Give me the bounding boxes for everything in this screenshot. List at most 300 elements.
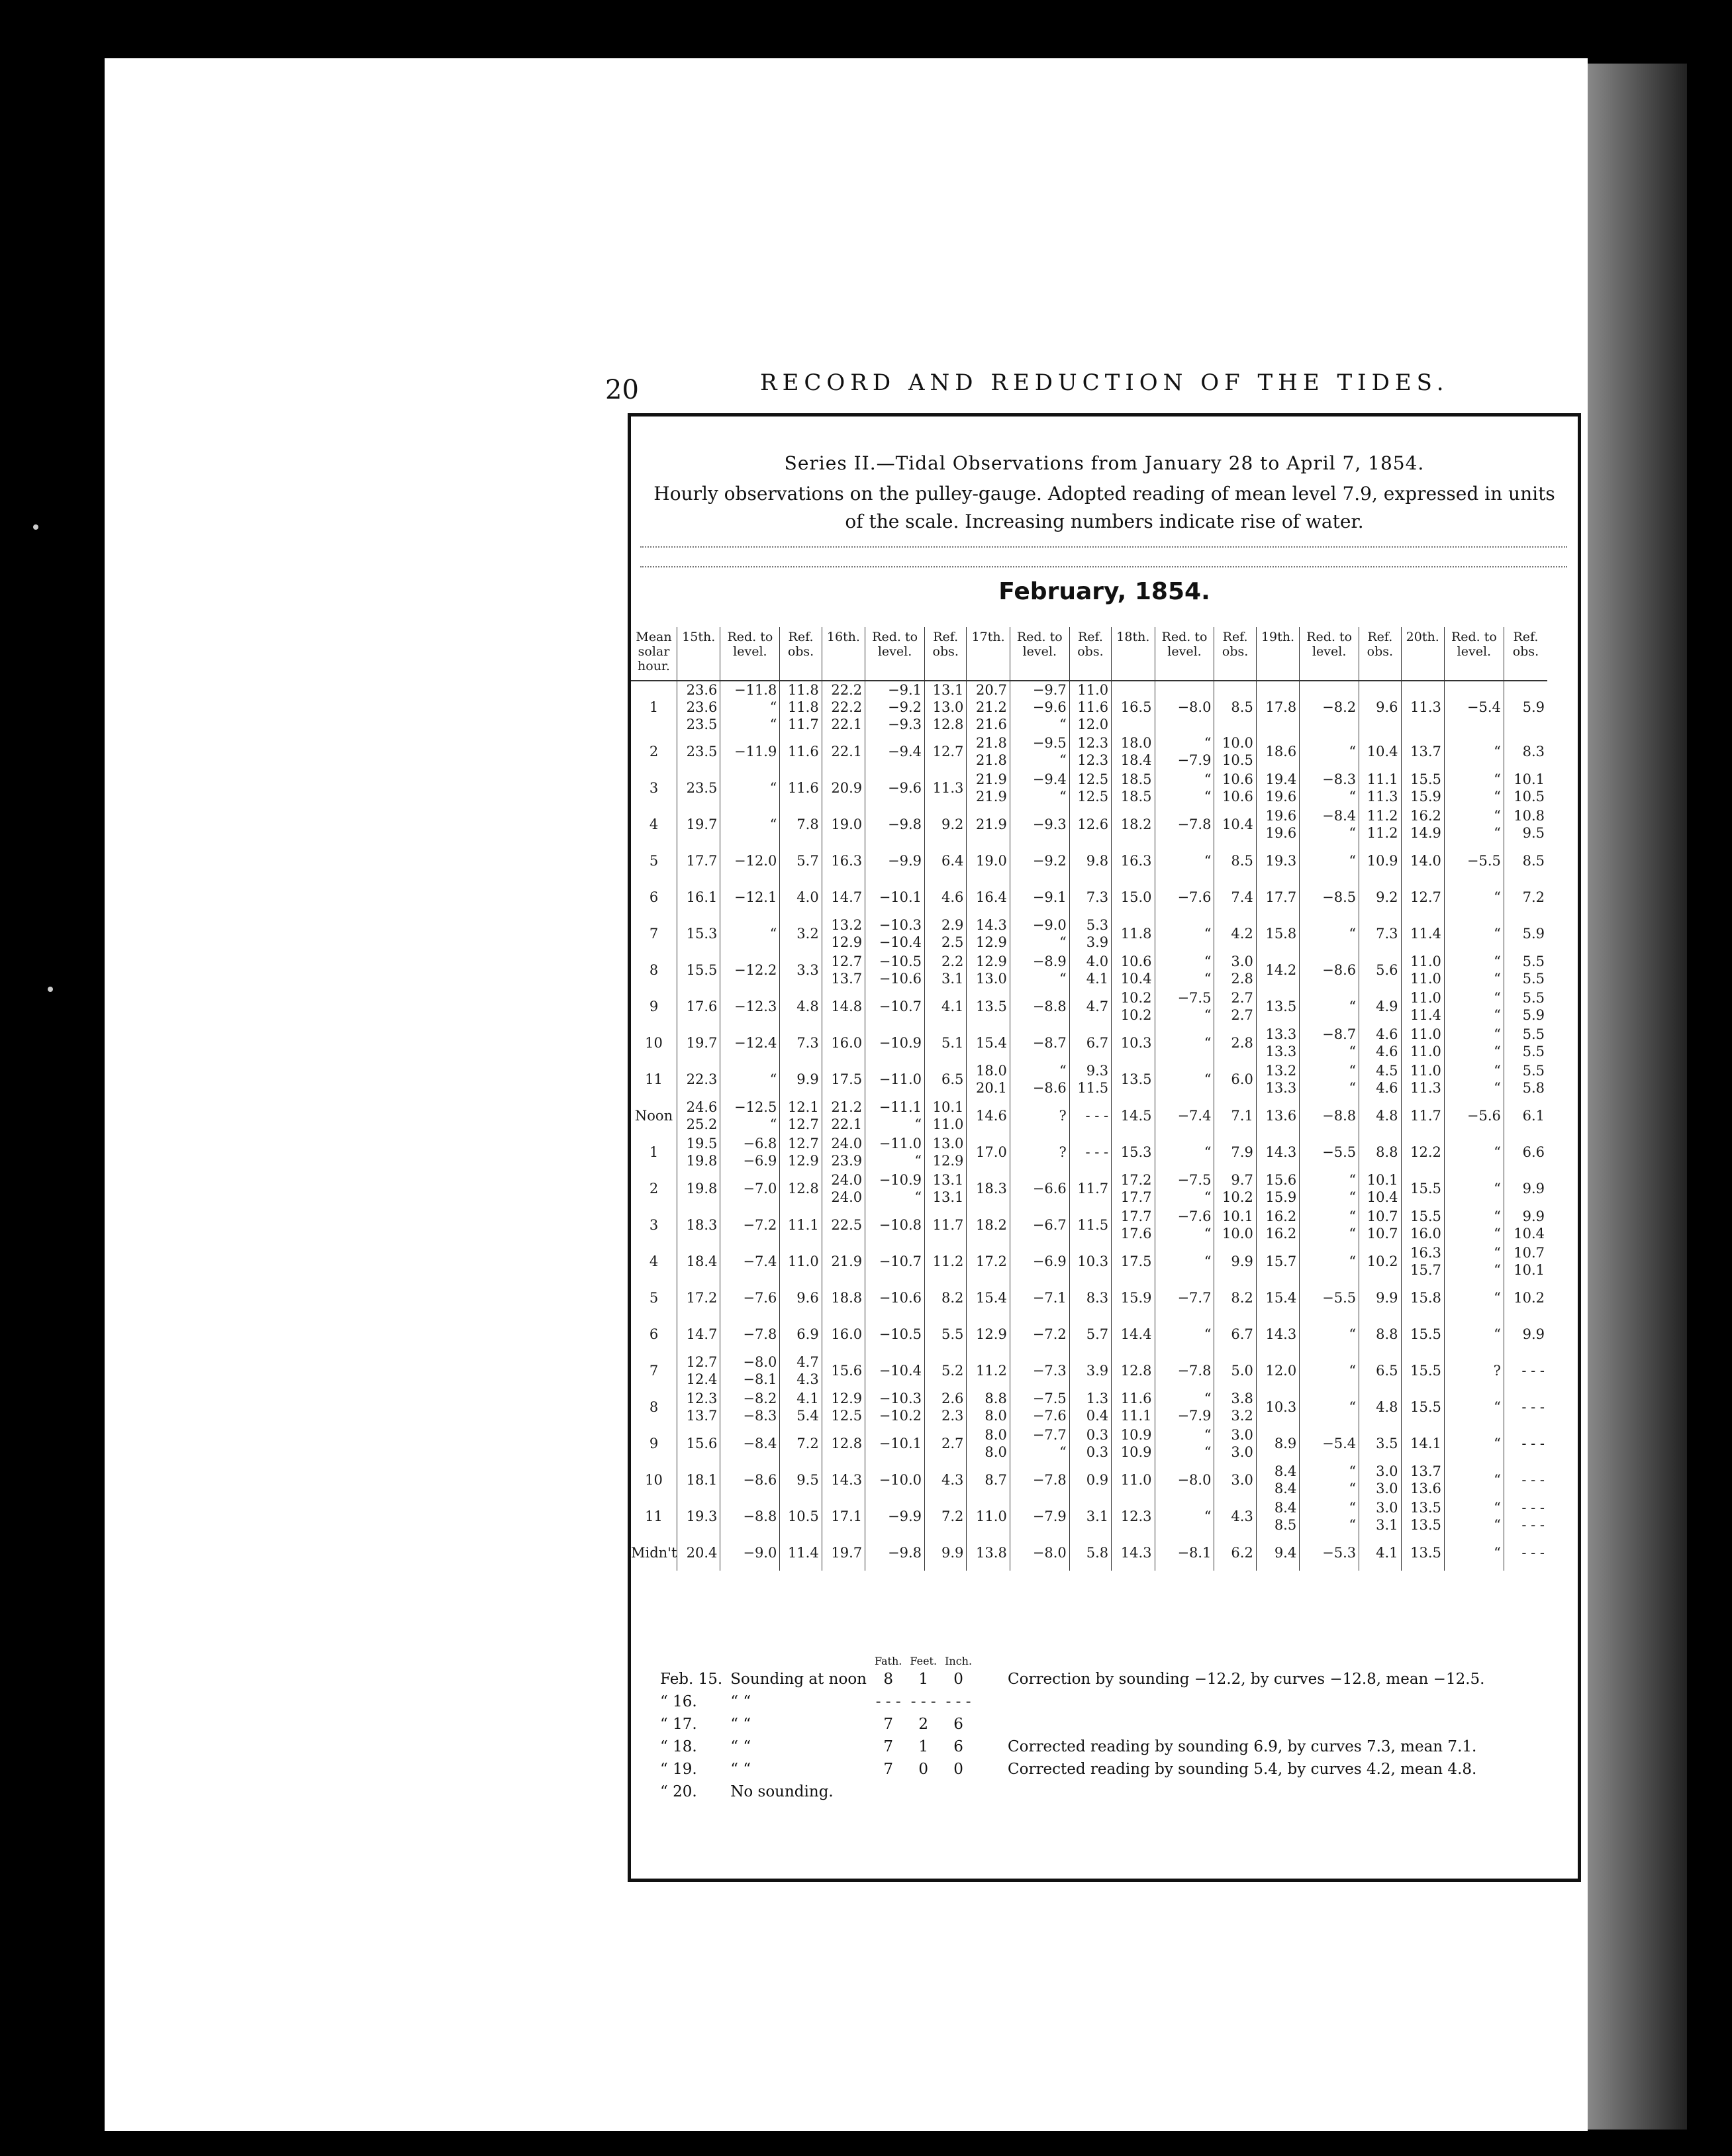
table-cell: 4.7 4.3 <box>780 1352 822 1389</box>
table-cell: - - - <box>1504 1352 1547 1389</box>
table-cell: 13.3 13.3 <box>1256 1024 1299 1061</box>
column-header: 16th. <box>822 627 865 681</box>
unit-label: Inch. <box>945 1655 973 1667</box>
table-cell: −8.2 <box>1300 681 1359 733</box>
table-cell: 18.3 <box>677 1206 720 1243</box>
table-cell: “ “ <box>1300 1061 1359 1097</box>
table-cell: 19.0 <box>967 842 1010 879</box>
sounding-date: “ 17. <box>660 1716 697 1733</box>
hour-cell: 10 <box>645 1471 663 1488</box>
book-page <box>105 58 1588 2131</box>
table-cell: “ <box>1444 879 1504 915</box>
table-cell: 9.6 <box>1359 681 1401 733</box>
table-cell: −9.8 <box>865 806 925 842</box>
table-cell: - - - <box>1504 1461 1547 1498</box>
page-number: 20 <box>605 375 639 405</box>
table-cell: 8.8 <box>1359 1316 1401 1352</box>
table-cell: 5.5 5.8 <box>1504 1061 1547 1097</box>
column-header: 19th. <box>1256 627 1299 681</box>
table-cell: 3.0 2.8 <box>1214 952 1256 988</box>
table-cell: 10.4 <box>1214 806 1256 842</box>
table-cell: 8.2 <box>925 1279 967 1316</box>
table-cell: 6.5 <box>1359 1352 1401 1389</box>
table-cell: 7.3 <box>1359 915 1401 952</box>
table-cell: 10.8 9.5 <box>1504 806 1547 842</box>
table-cell: 11.7 <box>925 1206 967 1243</box>
table-cell: 17.7 17.6 <box>1112 1206 1155 1243</box>
table-cell: −9.1 <box>1010 879 1069 915</box>
sounding-note <box>976 1713 1488 1736</box>
hour-cell: Noon <box>634 1107 673 1124</box>
hour-cell: 5 <box>649 1289 659 1306</box>
table-cell: 23.6 23.6 23.5 <box>677 681 720 733</box>
sounding-date: “ 19. <box>660 1761 697 1778</box>
table-cell: 14.3 <box>1256 1316 1299 1352</box>
feet: 1 <box>918 1671 929 1688</box>
table-cell: 15.5 <box>1401 1352 1444 1389</box>
unit-label: Feet. <box>910 1655 938 1667</box>
sounding-row <box>656 1668 1488 1690</box>
table-row <box>631 988 1547 1024</box>
feet: 2 <box>918 1716 929 1733</box>
table-cell: 11.0 <box>780 1243 822 1279</box>
column-header: Ref. obs. <box>1069 627 1111 681</box>
table-cell: 9.4 <box>1256 1534 1299 1571</box>
table-cell: 11.2 <box>967 1352 1010 1389</box>
table-cell: −8.1 <box>1155 1534 1214 1571</box>
table-row <box>631 1352 1547 1389</box>
hour-cell: 11 <box>645 1071 663 1087</box>
column-header: Red. to level. <box>1010 627 1069 681</box>
table-cell: −9.2 <box>1010 842 1069 879</box>
table-cell: 13.1 13.1 <box>925 1170 967 1206</box>
table-cell: 13.2 13.3 <box>1256 1061 1299 1097</box>
scan-speck <box>33 524 38 530</box>
table-cell: 13.1 13.0 12.8 <box>925 681 967 733</box>
table-cell: 11.1 <box>780 1206 822 1243</box>
table-cell: “ <box>1300 1352 1359 1389</box>
sounding-label: No sounding. <box>730 1783 834 1800</box>
table-cell: 16.3 15.7 <box>1401 1243 1444 1279</box>
table-cell: −5.6 <box>1444 1097 1504 1134</box>
table-cell: 8.3 <box>1504 733 1547 769</box>
table-cell: 14.3 <box>1112 1534 1155 1571</box>
table-cell: 14.2 <box>1256 952 1299 988</box>
table-cell: 7.2 <box>1504 879 1547 915</box>
table-cell: 14.4 <box>1112 1316 1155 1352</box>
table-cell: 20.7 21.2 21.6 <box>967 681 1010 733</box>
table-cell: 15.6 <box>822 1352 865 1389</box>
table-cell: 5.2 <box>925 1352 967 1389</box>
table-cell: 4.1 <box>925 988 967 1024</box>
table-cell: 14.3 <box>1256 1134 1299 1170</box>
table-cell: 8.4 8.5 <box>1256 1498 1299 1534</box>
table-cell: −5.3 <box>1300 1534 1359 1571</box>
table-cell: 9.9 <box>1504 1316 1547 1352</box>
table-cell: 5.6 <box>1359 952 1401 988</box>
table-cell: “ <box>1300 1389 1359 1425</box>
hour-cell: 4 <box>649 816 659 832</box>
table-header-row <box>631 627 1547 681</box>
table-cell: 15.8 <box>1256 915 1299 952</box>
table-cell: 11.6 <box>780 733 822 769</box>
table-cell: “ <box>1155 915 1214 952</box>
table-cell: −8.2 −8.3 <box>720 1389 780 1425</box>
table-cell: −8.4 <box>720 1425 780 1461</box>
description-line-2: of the scale. Increasing numbers indicate rise of water. <box>845 511 1364 532</box>
table-cell: “ −7.9 <box>1155 1389 1214 1425</box>
table-cell: 4.7 <box>1069 988 1111 1024</box>
table-row <box>631 806 1547 842</box>
table-cell: 12.8 <box>780 1170 822 1206</box>
month-title: February, 1854. <box>998 578 1210 605</box>
table-cell: 5.5 5.5 <box>1504 952 1547 988</box>
fathoms: - - - <box>875 1693 901 1710</box>
table-row <box>631 1243 1547 1279</box>
table-cell: 15.4 <box>967 1024 1010 1061</box>
table-cell: 5.7 <box>1069 1316 1111 1352</box>
table-cell: 17.6 <box>677 988 720 1024</box>
table-cell: “ “ <box>1444 769 1504 806</box>
table-cell: “ −8.6 <box>1010 1061 1069 1097</box>
table-cell: 6.2 <box>1214 1534 1256 1571</box>
column-header: 15th. <box>677 627 720 681</box>
table-cell: 15.3 <box>677 915 720 952</box>
table-cell: 8.4 8.4 <box>1256 1461 1299 1498</box>
table-cell: 21.9 21.9 <box>967 769 1010 806</box>
table-row <box>631 1425 1547 1461</box>
table-cell: −8.3 “ <box>1300 769 1359 806</box>
table-cell: −7.6 “ <box>1155 1206 1214 1243</box>
table-cell: −7.4 <box>720 1243 780 1279</box>
table-cell: 8.8 <box>1359 1134 1401 1170</box>
table-cell: 19.6 19.6 <box>1256 806 1299 842</box>
table-cell: 8.9 <box>1256 1425 1299 1461</box>
table-cell: 15.0 <box>1112 879 1155 915</box>
table-cell: “ <box>1155 1134 1214 1170</box>
table-cell: 15.9 <box>1112 1279 1155 1316</box>
table-cell: −8.9 “ <box>1010 952 1069 988</box>
table-cell: 10.6 10.6 <box>1214 769 1256 806</box>
table-cell: 9.9 10.4 <box>1504 1206 1547 1243</box>
sounding-row <box>656 1781 1488 1803</box>
table-cell: −7.8 <box>1155 1352 1214 1389</box>
hour-cell: 6 <box>649 889 659 905</box>
table-row <box>631 1206 1547 1243</box>
table-cell: −7.6 <box>1155 879 1214 915</box>
table-cell: 20.9 <box>822 769 865 806</box>
unit-label: Fath. <box>875 1655 902 1667</box>
sounding-date: “ 20. <box>660 1783 697 1800</box>
table-cell: 7.8 <box>780 806 822 842</box>
hour-cell: 3 <box>649 779 659 796</box>
table-row <box>631 1316 1547 1352</box>
feet: - - - <box>910 1693 936 1710</box>
table-cell: 17.0 <box>967 1134 1010 1170</box>
table-cell: 11.4 <box>1401 915 1444 952</box>
tide-data-table <box>631 627 1547 1571</box>
table-cell: 10.5 <box>780 1498 822 1534</box>
table-cell: 3.0 3.0 <box>1359 1461 1401 1498</box>
table-cell: 13.0 12.9 <box>925 1134 967 1170</box>
table-cell: 15.4 <box>1256 1279 1299 1316</box>
table-cell: −11.1 “ <box>865 1097 925 1134</box>
table-cell: −7.8 <box>1155 806 1214 842</box>
table-cell: 15.5 <box>1401 1389 1444 1425</box>
table-cell: 12.6 <box>1069 806 1111 842</box>
table-cell: −11.9 <box>720 733 780 769</box>
table-cell: 19.3 <box>1256 842 1299 879</box>
table-cell: 15.6 <box>677 1425 720 1461</box>
table-cell: −9.5 “ <box>1010 733 1069 769</box>
table-row <box>631 1461 1547 1498</box>
table-cell: 8.5 <box>1214 842 1256 879</box>
table-cell: 2.7 2.7 <box>1214 988 1256 1024</box>
table-cell: −8.8 <box>1300 1097 1359 1134</box>
table-cell: −10.6 <box>865 1279 925 1316</box>
table-cell: 4.1 <box>1359 1534 1401 1571</box>
table-cell: −8.7 “ <box>1300 1024 1359 1061</box>
table-cell: 18.6 <box>1256 733 1299 769</box>
table-cell: −12.5 “ <box>720 1097 780 1134</box>
table-cell: “ <box>1444 1461 1504 1498</box>
table-cell: 1.3 0.4 <box>1069 1389 1111 1425</box>
table-cell: 7.1 <box>1214 1097 1256 1134</box>
table-cell: −6.6 <box>1010 1170 1069 1206</box>
table-cell: 2.8 <box>1214 1024 1256 1061</box>
sounding-date: “ 18. <box>660 1738 697 1755</box>
divider <box>640 566 1567 567</box>
table-cell: 10.3 <box>1069 1243 1111 1279</box>
table-cell: −9.3 <box>1010 806 1069 842</box>
table-cell: 11.0 11.6 12.0 <box>1069 681 1111 733</box>
table-cell: −9.4 <box>865 733 925 769</box>
table-cell: 13.7 13.6 <box>1401 1461 1444 1498</box>
table-cell: “ −7.9 <box>1155 733 1214 769</box>
table-cell: 3.8 3.2 <box>1214 1389 1256 1425</box>
table-cell: 5.5 <box>925 1316 967 1352</box>
table-cell: 3.0 3.1 <box>1359 1498 1401 1534</box>
table-cell: “ “ <box>1444 1024 1504 1061</box>
table-cell: “ <box>1155 842 1214 879</box>
table-cell: 23.5 <box>677 769 720 806</box>
table-cell: −12.3 <box>720 988 780 1024</box>
table-cell: −10.7 <box>865 988 925 1024</box>
table-cell: 18.2 <box>967 1206 1010 1243</box>
table-cell: −7.0 <box>720 1170 780 1206</box>
table-cell: −11.0 “ <box>865 1134 925 1170</box>
hour-cell: 3 <box>649 1216 659 1233</box>
table-cell: −8.0 <box>1010 1534 1069 1571</box>
table-cell: 10.2 <box>1359 1243 1401 1279</box>
table-cell: 6.6 <box>1504 1134 1547 1170</box>
table-cell: “ “ <box>1300 1206 1359 1243</box>
table-cell: −11.0 <box>865 1061 925 1097</box>
table-cell: 2.7 <box>925 1425 967 1461</box>
running-head: RECORD AND REDUCTION OF THE TIDES. <box>760 369 1449 396</box>
table-cell: 16.0 <box>822 1316 865 1352</box>
hour-cell: 9 <box>649 1435 659 1451</box>
sounding-label: “ “ <box>730 1738 751 1755</box>
table-cell: 7.2 <box>925 1498 967 1534</box>
table-cell: 12.8 <box>1112 1352 1155 1389</box>
table-cell: −10.0 <box>865 1461 925 1498</box>
table-cell: −9.0 <box>720 1534 780 1571</box>
table-cell: 18.5 18.5 <box>1112 769 1155 806</box>
table-cell: - - - <box>1504 1425 1547 1461</box>
table-cell: 6.9 <box>780 1316 822 1352</box>
table-cell: −9.9 <box>865 842 925 879</box>
column-header: Ref. obs. <box>1214 627 1256 681</box>
table-cell: 7.2 <box>780 1425 822 1461</box>
table-cell: 0.9 <box>1069 1461 1111 1498</box>
table-cell: −7.2 <box>720 1206 780 1243</box>
table-cell: −10.5 −10.6 <box>865 952 925 988</box>
table-cell: 17.5 <box>1112 1243 1155 1279</box>
table-cell: “ “ <box>1300 1498 1359 1534</box>
table-cell: 16.3 <box>822 842 865 879</box>
table-cell: “ “ <box>1155 952 1214 988</box>
sounding-label: Sounding at noon <box>730 1671 867 1688</box>
table-cell: 9.3 11.5 <box>1069 1061 1111 1097</box>
table-cell: 4.6 4.6 <box>1359 1024 1401 1061</box>
table-cell: 8.3 <box>1069 1279 1111 1316</box>
hour-cell: 6 <box>649 1326 659 1342</box>
table-cell: 10.1 11.0 <box>925 1097 967 1134</box>
table-cell: 10.3 <box>1256 1389 1299 1425</box>
table-cell: −10.9 <box>865 1024 925 1061</box>
table-cell: “ <box>1155 1024 1214 1061</box>
table-cell: 4.8 <box>1359 1097 1401 1134</box>
table-cell: 7.9 <box>1214 1134 1256 1170</box>
fathoms: 7 <box>883 1716 893 1733</box>
table-cell: 3.0 3.0 <box>1214 1425 1256 1461</box>
table-cell: 12.3 13.7 <box>677 1389 720 1425</box>
table-cell: −9.4 “ <box>1010 769 1069 806</box>
table-cell: 11.8 <box>1112 915 1155 952</box>
table-cell: 11.0 11.4 <box>1401 988 1444 1024</box>
table-row <box>631 842 1547 879</box>
sounding-note <box>976 1690 1488 1713</box>
feet: 1 <box>918 1738 929 1755</box>
table-cell: 7.3 <box>1069 879 1111 915</box>
sounding-note: Correction by sounding −12.2, by curves −12.8, mean −12.5. <box>1008 1671 1485 1688</box>
table-cell: 15.5 15.9 <box>1401 769 1444 806</box>
table-cell: −8.7 <box>1010 1024 1069 1061</box>
table-cell: 19.7 <box>677 806 720 842</box>
table-row <box>631 1170 1547 1206</box>
table-row <box>631 1389 1547 1425</box>
table-cell: 18.8 <box>822 1279 865 1316</box>
hour-cell: 1 <box>649 699 659 715</box>
table-cell: −8.0 <box>1155 1461 1214 1498</box>
table-cell: 2.9 2.5 <box>925 915 967 952</box>
table-cell: −9.8 <box>865 1534 925 1571</box>
table-cell: 11.7 <box>1401 1097 1444 1134</box>
table-cell: 11.3 <box>925 769 967 806</box>
table-cell: −7.4 <box>1155 1097 1214 1134</box>
table-cell: 15.3 <box>1112 1134 1155 1170</box>
table-cell: 8.8 8.0 <box>967 1389 1010 1425</box>
inches: 0 <box>953 1671 963 1688</box>
table-cell: 6.5 <box>925 1061 967 1097</box>
table-cell: “ <box>1300 1243 1359 1279</box>
table-cell: 11.7 <box>1069 1170 1111 1206</box>
table-cell: 11.5 <box>1069 1206 1111 1243</box>
hour-cell: 7 <box>649 1362 659 1379</box>
table-cell: 11.3 <box>1401 681 1444 733</box>
table-cell: 6.7 <box>1069 1024 1111 1061</box>
table-cell: “ <box>720 769 780 806</box>
table-cell: 14.5 <box>1112 1097 1155 1134</box>
table-cell: 10.1 10.4 <box>1359 1170 1401 1206</box>
table-cell: 5.8 <box>1069 1534 1111 1571</box>
series-title: Series II.—Tidal Observations from January 28 to April 7, 1854. <box>784 452 1425 474</box>
table-cell: 9.7 10.2 <box>1214 1170 1256 1206</box>
hour-cell: 5 <box>649 852 659 869</box>
divider <box>640 546 1567 548</box>
hour-cell: 11 <box>645 1508 663 1524</box>
table-cell: 3.1 <box>1069 1498 1111 1534</box>
table-cell: 19.5 19.8 <box>677 1134 720 1170</box>
table-cell: 19.3 <box>677 1498 720 1534</box>
table-cell: 15.7 <box>1256 1243 1299 1279</box>
table-cell: 15.5 <box>677 952 720 988</box>
table-row <box>631 1061 1547 1097</box>
table-cell: “ “ <box>1444 806 1504 842</box>
table-cell: “ <box>1300 1316 1359 1352</box>
column-header: Red. to level. <box>720 627 780 681</box>
table-cell: 9.9 <box>1359 1279 1401 1316</box>
hour-cell: 2 <box>649 1180 659 1197</box>
table-cell: −9.7 −9.6 “ <box>1010 681 1069 733</box>
table-cell: 5.5 5.5 <box>1504 1024 1547 1061</box>
table-row <box>631 769 1547 806</box>
table-cell: “ <box>1444 1389 1504 1425</box>
table-cell: −7.1 <box>1010 1279 1069 1316</box>
table-cell: −7.8 <box>720 1316 780 1352</box>
table-cell: 15.5 <box>1401 1316 1444 1352</box>
table-cell: 6.0 <box>1214 1061 1256 1097</box>
table-cell: “ <box>1155 1061 1214 1097</box>
table-row <box>631 1024 1547 1061</box>
table-cell: 3.3 <box>780 952 822 988</box>
table-cell: 4.9 <box>1359 988 1401 1024</box>
table-cell: “ <box>1444 1279 1504 1316</box>
hour-cell: 8 <box>649 961 659 978</box>
table-cell: −8.4 “ <box>1300 806 1359 842</box>
table-cell: 7.4 <box>1214 879 1256 915</box>
inches: 0 <box>953 1761 963 1778</box>
table-cell: −9.9 <box>865 1498 925 1534</box>
column-header: Ref. obs. <box>1504 627 1547 681</box>
table-cell: −7.8 <box>1010 1461 1069 1498</box>
table-cell: 14.7 <box>677 1316 720 1352</box>
table-cell: “ <box>1444 1425 1504 1461</box>
table-cell: “ <box>1300 842 1359 879</box>
table-cell: 8.5 <box>1214 681 1256 733</box>
table-cell: “ <box>1444 915 1504 952</box>
table-cell: 11.0 11.0 <box>1401 952 1444 988</box>
table-cell: 10.4 <box>1359 733 1401 769</box>
table-cell: 14.0 <box>1401 842 1444 879</box>
table-cell: “ <box>1300 988 1359 1024</box>
table-cell: 22.3 <box>677 1061 720 1097</box>
table-cell: 14.1 <box>1401 1425 1444 1461</box>
table-cell: 20.4 <box>677 1534 720 1571</box>
column-header: 20th. <box>1401 627 1444 681</box>
table-cell: 24.0 23.9 <box>822 1134 865 1170</box>
